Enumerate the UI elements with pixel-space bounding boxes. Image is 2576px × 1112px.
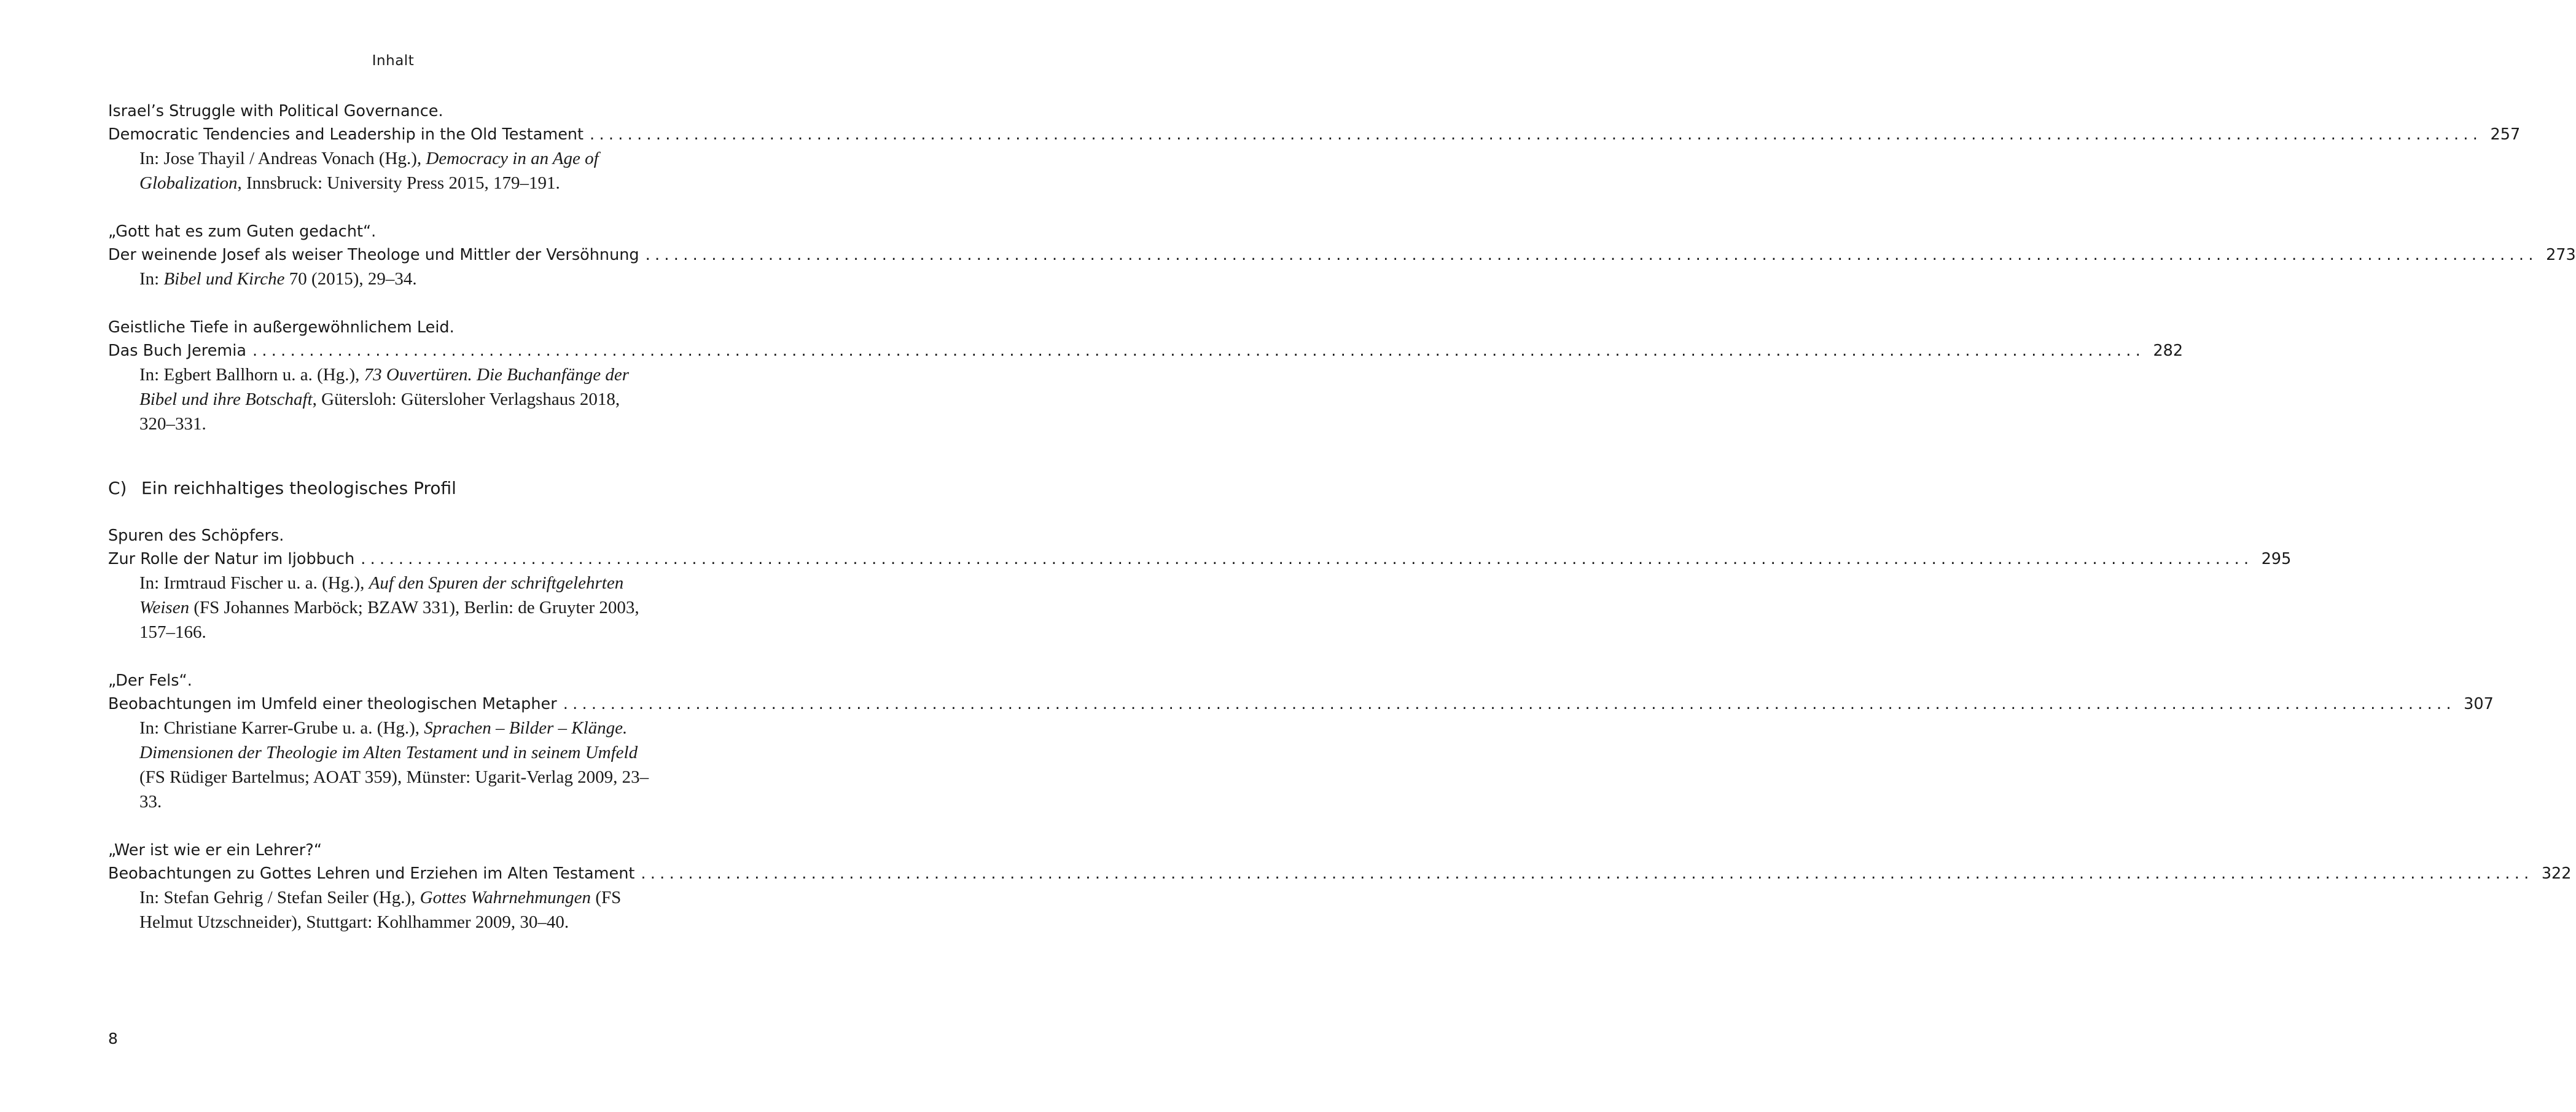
citation-segment: In: Jose Thayil / Andreas Vonach (Hg.), [139,149,426,168]
entry-citation [108,571,697,644]
leader-dots: ........................................................................................................................................................................................................ [252,342,2145,360]
leader-dots: ........................................................................................................................................................................................................ [641,864,2534,883]
toc-entry[interactable] [108,316,2184,436]
page-number: 8 [108,1030,118,1047]
running-head: Inhalt [372,53,415,69]
citation-segment: Bibel und Kirche [163,269,285,289]
entry-subtitle: Beobachtungen im Umfeld einer theologischen Metapher [108,695,557,713]
entry-page-number: 322 [2541,864,2572,883]
citation-segment: In: Egbert Ballhorn u. a. (Hg.), [139,365,364,385]
citation-segment: 73 Ouvertüren. Die Buchanfänge der Bibel und ihre Botschaft [139,365,630,409]
entry-subtitle: Der weinende Josef als weiser Theologe und Mittler der Versöhnung [108,246,639,264]
entry-subtitle-line [108,547,2292,571]
entry-subtitle-line [108,692,2494,716]
citation-segment: , Gütersloh: Gütersloher Verlagshaus 2018, 320–331. [139,390,620,434]
leader-dots: ........................................................................................................................................................................................................ [645,246,2538,264]
section-heading [108,476,697,501]
entry-subtitle-line [108,243,2576,267]
entry-citation [108,146,697,195]
entry-citation [108,267,697,291]
citation-segment: Gottes Wahrnehmungen [420,888,591,907]
citation-segment: Sprachen – Bilder – Klänge. Dimensionen der Theologie im Alten Testament und in seinem Umfeld [139,718,638,762]
citation-segment: (FS Rüdiger Bartelmus; AOAT 359), Münster: Ugarit-Verlag 2009, 23–33. [139,767,649,812]
leader-dots: ........................................................................................................................................................................................................ [563,695,2456,713]
entry-subtitle: Zur Rolle der Natur im Ijobbuch [108,550,355,568]
citation-segment: 70 (2015), 29–34. [284,269,417,289]
citation-segment: (FS Helmut Utzschneider), Stuttgart: Kohlhammer 2009, 30–40. [139,888,622,932]
citation-segment: In: Christiane Karrer-Grube u. a. (Hg.), [139,718,424,738]
leader-dots: ........................................................................................................................................................................................................ [590,125,2483,144]
entry-title: Geistliche Tiefe in außergewöhnlichem Leid. [108,318,455,337]
entry-page-number: 257 [2490,125,2521,144]
entry-subtitle: Das Buch Jeremia [108,342,246,360]
entry-subtitle: Beobachtungen zu Gottes Lehren und Erziehen im Alten Testament [108,864,635,883]
toc-group-b [108,100,2576,436]
citation-segment: , Innsbruck: University Press 2015, 179–191. [237,173,560,193]
entry-title: Israel’s Struggle with Political Governance. [108,102,443,120]
entry-title: „Wer ist wie er ein Lehrer?“ [108,841,322,859]
citation-segment: (FS Johannes Marböck; BZAW 331), Berlin: de Gruyter 2003, 157–166. [139,598,639,642]
citation-segment: In: Stefan Gehrig / Stefan Seiler (Hg.), [139,888,420,907]
citation-segment: Democracy in an Age of Globalization [139,149,599,193]
toc-entry[interactable] [108,669,2494,814]
section-letter: C) [108,478,127,498]
entry-citation [108,885,697,934]
entry-citation [108,362,697,436]
table-of-contents [108,100,2576,959]
toc-entry[interactable] [108,839,2572,934]
citation-segment: Auf den Spuren der schriftgelehrten Weisen [139,573,624,617]
entry-page-number: 282 [2153,342,2184,360]
entry-subtitle-line [108,339,2184,362]
toc-entry[interactable] [108,100,2521,195]
citation-segment: In: [139,269,164,289]
entry-citation [108,716,697,814]
entry-subtitle-line [108,862,2572,885]
entry-page-number: 307 [2464,695,2494,713]
leader-dots: ........................................................................................................................................................................................................ [361,550,2254,568]
entry-subtitle: Democratic Tendencies and Leadership in the Old Testament [108,125,584,144]
entry-title: „Der Fels“. [108,672,192,690]
entry-page-number: 295 [2261,550,2292,568]
citation-segment: In: Irmtraud Fischer u. a. (Hg.), [139,573,369,593]
entry-title: Spuren des Schöpfers. [108,527,284,545]
section-title: Ein reichhaltiges theologisches Profil [141,478,456,498]
toc-entry[interactable] [108,220,2576,291]
entry-page-number: 273 [2546,246,2576,264]
entry-subtitle-line [108,123,2521,146]
toc-entry[interactable] [108,524,2292,644]
toc-group-c [108,524,2572,934]
entry-title: „Gott hat es zum Guten gedacht“. [108,222,377,241]
